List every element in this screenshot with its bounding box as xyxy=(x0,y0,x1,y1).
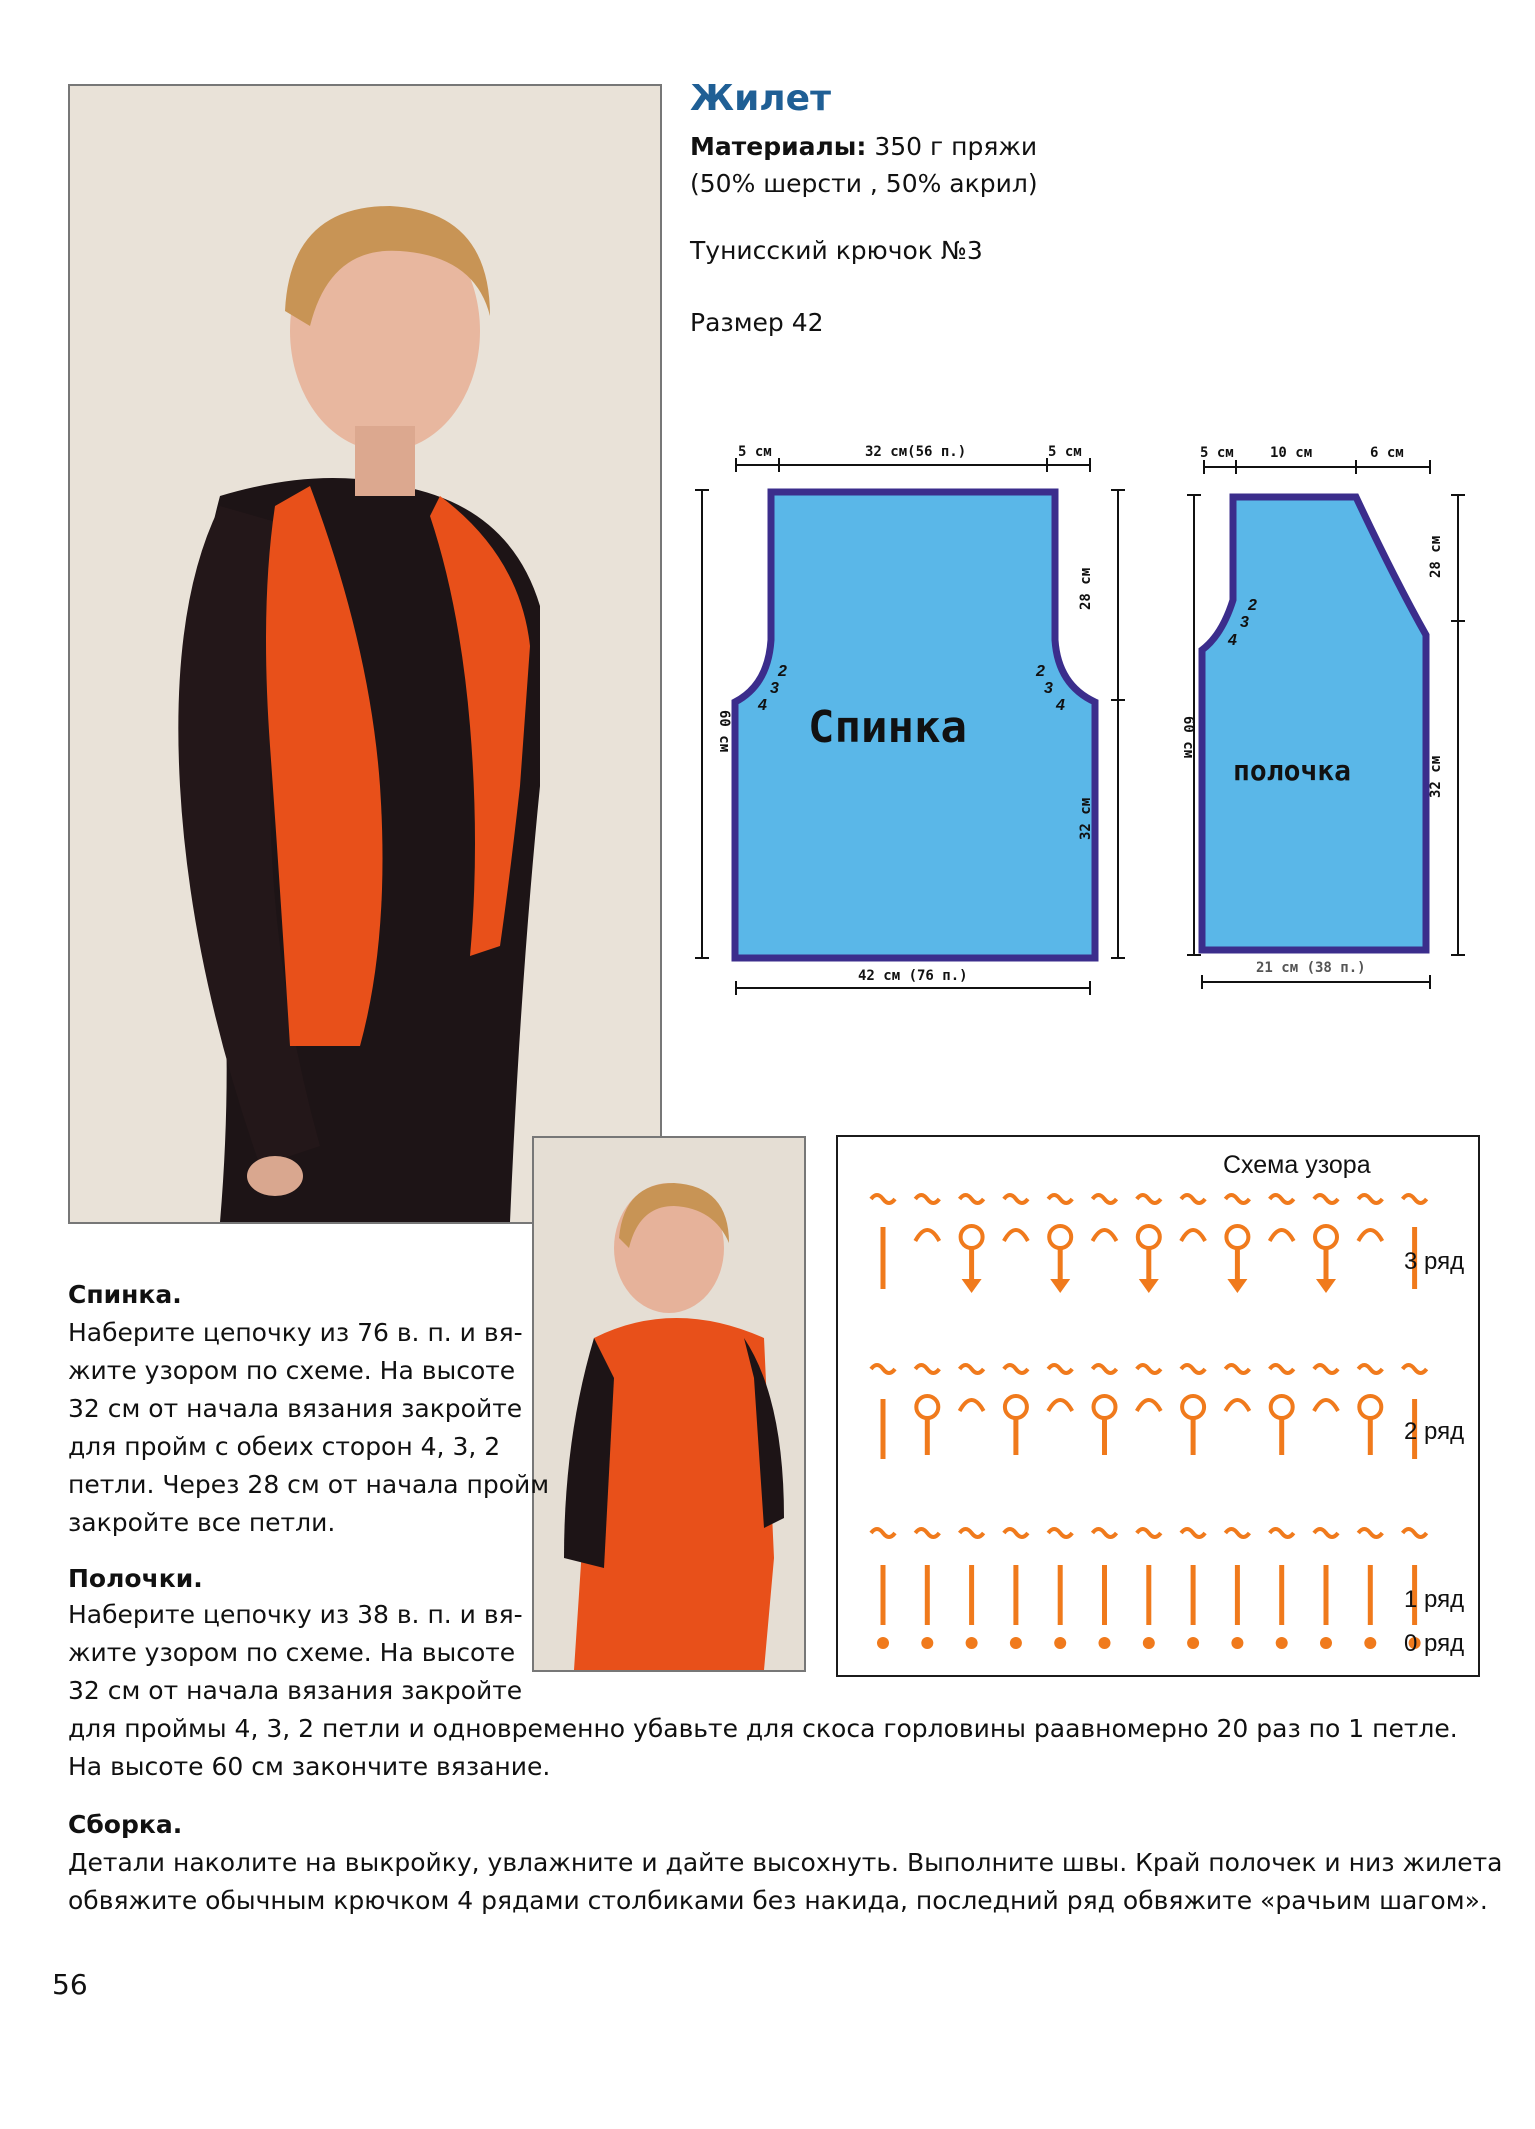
front-dim-bottom: 21 см (38 п.) xyxy=(1256,960,1366,976)
wave-mark xyxy=(1225,1365,1249,1373)
back-line: петли. Через 28 см от начала пройм xyxy=(68,1470,550,1499)
row-label-2: 2 ряд xyxy=(1404,1418,1465,1445)
back-dim-upper: 28 см xyxy=(1078,567,1094,610)
back-line: для пройм с обеих сторон 4, 3, 2 xyxy=(68,1432,501,1461)
wave-mark xyxy=(1270,1529,1294,1537)
arc-mark xyxy=(1137,1400,1161,1411)
arrow-mark xyxy=(1050,1279,1070,1293)
assembly-heading: Сборка. xyxy=(68,1810,183,1839)
loop-mark xyxy=(1094,1396,1116,1418)
main-photo xyxy=(68,84,662,1224)
loop-mark xyxy=(1226,1226,1248,1248)
back-pattern-diagram xyxy=(690,440,1130,1000)
wave-mark xyxy=(915,1529,939,1537)
back-line: Наберите цепочку из 76 в. п. и вя- xyxy=(68,1318,523,1347)
back-pattern-label: Спинка xyxy=(808,702,967,753)
wave-mark xyxy=(1004,1365,1028,1373)
wave-mark xyxy=(1137,1365,1161,1373)
front-dim-upper: 28 см xyxy=(1428,535,1444,578)
materials xyxy=(690,128,1038,202)
assembly-instructions xyxy=(68,1844,1502,1920)
wave-mark xyxy=(1225,1195,1249,1203)
loop-mark xyxy=(1182,1396,1204,1418)
wave-mark xyxy=(1048,1365,1072,1373)
front-dim-lower: 32 см xyxy=(1428,755,1444,798)
back-dim-top-mid: 32 см(56 п.) xyxy=(865,444,967,460)
front-note-2: 2 xyxy=(1248,597,1257,614)
back-dim-lower: 32 см xyxy=(1078,797,1094,840)
front-dim-top-right: 6 см xyxy=(1370,445,1404,461)
back-view-photo xyxy=(532,1136,806,1672)
back-dim-top-left: 5 см xyxy=(738,444,772,460)
page-number: 56 xyxy=(52,1968,88,2001)
front-line: 32 см от начала вязания закройте xyxy=(68,1676,523,1705)
front-note-3: 3 xyxy=(1240,614,1249,631)
assembly-line: обвяжите обычным крючком 4 рядами столбиками без накида, последний ряд обвяжите «рачьим шагом». xyxy=(68,1886,1488,1915)
assembly-line: Детали наколите на выкройку, увлажните и дайте высохнуть. Выполните швы. Край полочек и низ жилета xyxy=(68,1848,1503,1877)
wave-mark xyxy=(1314,1529,1338,1537)
front-dim-top-mid: 10 см xyxy=(1270,445,1313,461)
wave-mark xyxy=(1403,1195,1427,1203)
wave-mark xyxy=(871,1365,895,1373)
wave-mark xyxy=(871,1529,895,1537)
wave-mark xyxy=(871,1195,895,1203)
arc-mark xyxy=(1314,1400,1338,1411)
loop-mark xyxy=(1005,1396,1027,1418)
materials-composition: (50% шерсти , 50% акрил) xyxy=(690,169,1038,198)
back-note-2l: 2 xyxy=(778,663,787,680)
front-line: На высоте 60 см закончите вязание. xyxy=(68,1752,551,1781)
front-line: Наберите цепочку из 38 в. п. и вя- xyxy=(68,1600,523,1629)
arc-mark xyxy=(1004,1230,1028,1241)
back-line: закройте все петли. xyxy=(68,1508,336,1537)
back-note-4r: 4 xyxy=(1056,697,1065,714)
wave-mark xyxy=(1314,1365,1338,1373)
row-label-1: 1 ряд xyxy=(1404,1586,1465,1613)
wave-mark xyxy=(1093,1195,1117,1203)
front-instructions xyxy=(68,1596,1458,1786)
wave-mark xyxy=(1358,1529,1382,1537)
scheme-title: Схема узора xyxy=(1223,1151,1371,1179)
wave-mark xyxy=(1314,1195,1338,1203)
materials-label: Материалы: xyxy=(690,132,867,161)
arc-mark xyxy=(960,1400,984,1411)
wave-mark xyxy=(1358,1195,1382,1203)
back-note-3r: 3 xyxy=(1044,680,1053,697)
wave-mark xyxy=(915,1365,939,1373)
wave-mark xyxy=(1048,1529,1072,1537)
wave-mark xyxy=(1093,1529,1117,1537)
wave-mark xyxy=(1181,1195,1205,1203)
back-dim-top-right: 5 см xyxy=(1048,444,1082,460)
front-line: для проймы 4, 3, 2 петли и одновременно убавьте для скоса горловины раавномерно 20 раз по 1 петле. xyxy=(68,1714,1458,1743)
back-line: жите узором по схеме. На высоте xyxy=(68,1356,516,1385)
front-pattern-diagram xyxy=(1160,440,1480,1000)
wave-mark xyxy=(915,1195,939,1203)
wave-mark xyxy=(1358,1365,1382,1373)
back-note-2r: 2 xyxy=(1036,663,1045,680)
materials-yarn: 350 г пряжи xyxy=(866,132,1038,161)
arc-mark xyxy=(915,1230,939,1241)
arc-mark xyxy=(1181,1230,1205,1241)
wave-mark xyxy=(1048,1195,1072,1203)
wave-mark xyxy=(1137,1195,1161,1203)
back-instructions xyxy=(68,1314,549,1542)
loop-mark xyxy=(916,1396,938,1418)
back-note-3l: 3 xyxy=(770,680,779,697)
back-dim-bottom: 42 см (76 п.) xyxy=(858,968,968,984)
arrow-mark xyxy=(1139,1279,1159,1293)
wave-mark xyxy=(1270,1195,1294,1203)
wave-mark xyxy=(1403,1365,1427,1373)
wave-mark xyxy=(1181,1365,1205,1373)
arrow-mark xyxy=(962,1279,982,1293)
front-heading: Полочки. xyxy=(68,1564,203,1593)
front-dim-top-left: 5 см xyxy=(1200,445,1234,461)
wave-mark xyxy=(1270,1365,1294,1373)
arc-mark xyxy=(1358,1230,1382,1241)
front-note-4: 4 xyxy=(1228,632,1237,649)
wave-mark xyxy=(1403,1529,1427,1537)
front-pattern-label: полочка xyxy=(1233,754,1352,787)
back-note-4l: 4 xyxy=(758,697,767,714)
arc-mark xyxy=(1048,1400,1072,1411)
front-dim-height: 60 см xyxy=(1180,716,1196,759)
loop-mark xyxy=(1138,1226,1160,1248)
wave-mark xyxy=(1225,1529,1249,1537)
size-info: Размер 42 xyxy=(690,308,824,337)
arc-mark xyxy=(1270,1230,1294,1241)
front-line: жите узором по схеме. На высоте xyxy=(68,1638,516,1667)
wave-mark xyxy=(1004,1195,1028,1203)
loop-mark xyxy=(1271,1396,1293,1418)
arrow-mark xyxy=(1227,1279,1247,1293)
loop-mark xyxy=(1359,1396,1381,1418)
wave-mark xyxy=(1093,1365,1117,1373)
hook-info: Тунисский крючок №3 xyxy=(690,236,983,265)
wave-mark xyxy=(960,1529,984,1537)
row-label-0: 0 ряд xyxy=(1404,1630,1465,1657)
wave-mark xyxy=(1137,1529,1161,1537)
arc-mark xyxy=(1093,1230,1117,1241)
wave-mark xyxy=(1004,1529,1028,1537)
loop-mark xyxy=(961,1226,983,1248)
wave-mark xyxy=(1181,1529,1205,1537)
back-heading: Спинка. xyxy=(68,1280,182,1309)
wave-mark xyxy=(960,1365,984,1373)
loop-mark xyxy=(1049,1226,1071,1248)
loop-mark xyxy=(1315,1226,1337,1248)
page-title: Жилет xyxy=(690,78,831,119)
wave-mark xyxy=(960,1195,984,1203)
arrow-mark xyxy=(1316,1279,1336,1293)
back-dim-height: 60 см xyxy=(716,710,732,753)
back-line: 32 см от начала вязания закройте xyxy=(68,1394,523,1423)
arc-mark xyxy=(1225,1400,1249,1411)
row-label-3: 3 ряд xyxy=(1404,1248,1465,1275)
